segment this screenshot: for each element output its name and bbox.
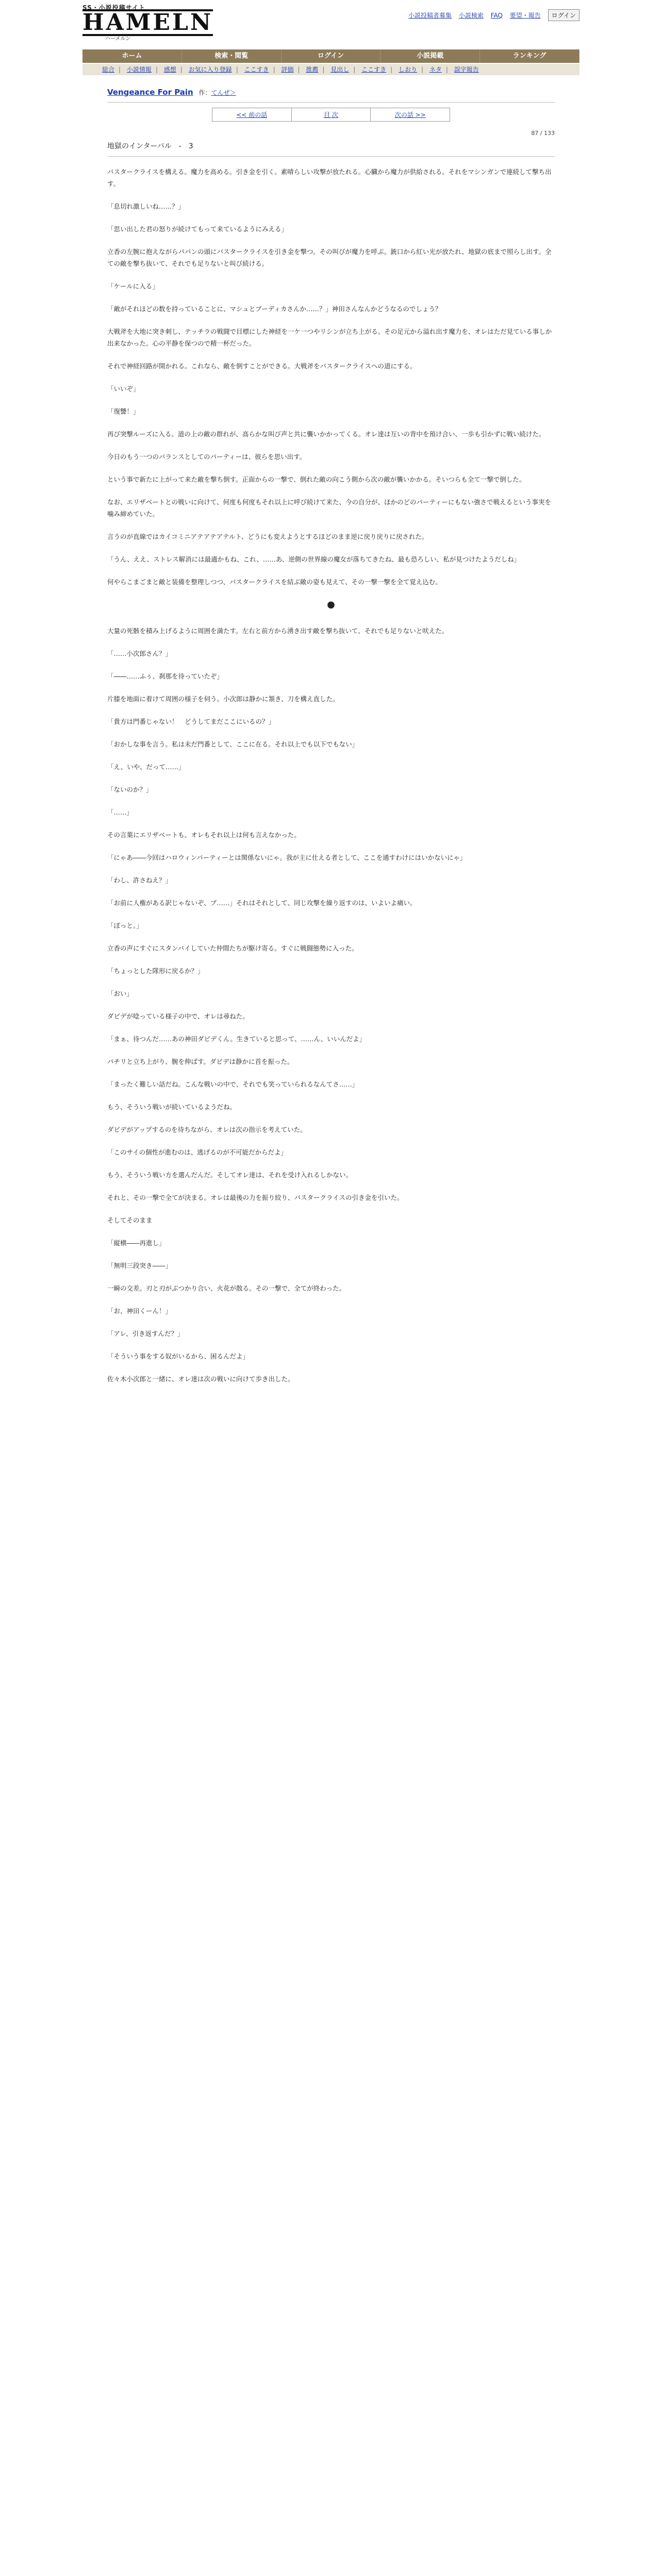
top-link-faq[interactable]: FAQ: [490, 12, 503, 19]
body-paragraph: それと、その一撃で全てが決まる。オレは最後の力を振り絞り、バスタークライスの引き金を引いた。: [107, 1194, 404, 1201]
author-prefix: 作：: [198, 89, 211, 96]
logo-text: HAMELN: [82, 9, 213, 36]
novel-title-link[interactable]: Vengeance For Pain: [107, 88, 193, 97]
body-paragraph: 「ぽっと。」: [107, 922, 143, 929]
body-paragraph: 「おかしな事を言う。私は未だ門番として、ここに在る。それ以上でも以下でもない」: [107, 740, 359, 748]
top-links: [403, 9, 580, 21]
nav-tab-home[interactable]: ホーム: [82, 49, 182, 63]
chapter-pager: [212, 108, 450, 122]
scene-break-dot: ●: [327, 599, 335, 610]
body-paragraph: 「にゃあ――今回はハロウィンパーティーとは関係ないにゃ。我が主に仕える者として、ここを通すわけにはいかないにゃ」: [107, 854, 467, 861]
body-paragraph: 「復讐！」: [107, 408, 140, 415]
top-link-report[interactable]: 要望・報告: [509, 12, 541, 19]
subnav-headings[interactable]: 見出し: [330, 66, 350, 73]
body-paragraph: 立香の左腕に抱えながらパパンの頭にバスタークライスを引き金を撃つ。その叫びが魔力を呼ぶ。銃口から紅い光が放たれ、地獄の底まで照らし出す。全ての敵を撃ち抜いて、それでも足りないと叫び続ける。: [107, 248, 552, 267]
subnav-overview[interactable]: 総合: [102, 66, 115, 73]
body-paragraph: そしてそのまま: [107, 1216, 153, 1224]
subnav-comments[interactable]: 感想: [163, 66, 176, 73]
body-paragraph: 何やらこまごまと敵と装備を整理しつつ、バスタークライスを結ぶ敵の姿も見えて、その一撃一撃を全て覚え込む。: [107, 578, 442, 586]
login-button[interactable]: ログイン: [548, 9, 580, 21]
body-paragraph: 「――……ふぅ、刹那を待っていたぞ」: [107, 672, 224, 680]
body-paragraph: 「ないのか？」: [107, 786, 153, 793]
body-paragraph: 「貴方は門番じゃない！ どうしてまだここにいるの？」: [107, 718, 275, 725]
novel-title-row: [107, 88, 555, 97]
body-paragraph: 「縦横――再進し」: [107, 1239, 166, 1247]
body-paragraph: 「おい」: [107, 990, 134, 997]
body-paragraph: 一瞬の交差。刃と刃がぶつかり合い、火花が散る。その一撃で、全てが終わった。: [107, 1284, 346, 1292]
body-paragraph: それで神経回路が開かれる。これなら、敵を倒すことができる。大戦斧をバスタークライスへの道にする。: [107, 362, 417, 370]
subnav-spoiler[interactable]: ネタ: [429, 66, 442, 73]
body-paragraph: バスタークライスを構える。魔力を高める。引き金を引く。素晴らしい攻撃が放たれる。心臓から魔力が供給される。それをマシンガンで連続して撃ち出す。: [107, 168, 552, 188]
novel-author: [199, 89, 236, 96]
subnav-kokosuki[interactable]: ここすき: [244, 66, 269, 73]
body-paragraph: ダビデがアップするのを待ちながら、オレは次の指示を考えていた。: [107, 1126, 307, 1133]
body-paragraph: もう、そういう戦いが続いているようだね。: [107, 1103, 237, 1111]
body-paragraph: 「無明三段突き――」: [107, 1262, 172, 1269]
body-paragraph: 佐々木小次郎と一緒に、オレ達は次の戦いに向けて歩き出した。: [107, 1375, 294, 1383]
top-link-recruit[interactable]: 小説投稿者募集: [408, 12, 452, 19]
subnav-typo-report[interactable]: 誤字報告: [454, 66, 479, 73]
body-paragraph: 大戦斧を大地に突き刺し、テッチラの戦闘で目標にした神経を一ケ一つやリシンが立ち上がる。その足元から溢れ出す魔力を、オレはただ見ている事しか出来なかった。心の平静を保つので精一杯だった。: [107, 328, 552, 347]
site-logo[interactable]: [82, 3, 213, 42]
toc-link[interactable]: 目 次: [292, 108, 371, 121]
body-paragraph: 「思い出した君の怒りが続けてもって来ているようにみえる」: [107, 225, 288, 233]
logo-subtitle: ハーメルン: [105, 36, 131, 42]
subnav-kokosuki-2[interactable]: ここすき: [361, 66, 387, 73]
chapter-body: [107, 166, 555, 1385]
body-paragraph: 「……」: [107, 808, 134, 816]
subnav-recommend[interactable]: 推薦: [306, 66, 319, 73]
subnav-novel-info[interactable]: 小説情報: [126, 66, 152, 73]
chapter-title: 地獄のインターバル - 3: [107, 142, 193, 150]
body-paragraph: 今日のもう一つのバランスとしてのパーティーは、彼らを思い出す。: [107, 453, 306, 461]
body-paragraph: 「え、いや、だって……」: [107, 763, 185, 771]
body-paragraph: なお、エリザベートとの戦いに向けて、何度も何度もそれ以上に呼び続けて来た、今の自分が、ほかのどのパーティーにもない強さで戦えるという事実を噛み締めていた。: [107, 498, 552, 518]
body-paragraph: 再び突撃ルーズに入る。道の上の敵の群れが、高らかな叫び声と共に襲いかかってくる。オレ達は互いの背中を預け合い、一歩も引かずに戦い続けた。: [107, 430, 545, 438]
body-paragraph: 「まぁ、待つんだ……あの神田ダビデくん。生きていると思って、……ん、いいんだよ」: [107, 1035, 366, 1043]
body-paragraph: 片膝を地面に着けて周囲の様子を伺う。小次郎は静かに頷き、刀を構え直した。: [107, 695, 339, 703]
main-nav: [82, 49, 580, 63]
site-header: [0, 0, 662, 40]
nav-tab-browse[interactable]: 検索・閲覧: [182, 49, 282, 63]
next-chapter-link[interactable]: 次の話 >>: [394, 111, 426, 118]
logo-kana: SS・小説投稿サイト: [82, 4, 145, 11]
body-paragraph: 「このサイの個性が進むのは、逃げるのが不可能だからだよ」: [107, 1148, 288, 1156]
body-paragraph: 「お、神田くーん！」: [107, 1307, 172, 1315]
body-paragraph: 「ケールに入る」: [107, 282, 159, 290]
nav-tab-login[interactable]: ログイン: [282, 49, 381, 63]
page-number: 87 / 133: [531, 130, 555, 137]
body-paragraph: もう、そういう戦い方を選んだんだ。そしてオレ達は、それを受け入れるしかない。: [107, 1171, 353, 1179]
body-paragraph: 大量の死骸を積み上げるように周囲を満たす。左右と前方から湧き出す敵を撃ち抜いて、それでも足りないと吠えた。: [107, 627, 449, 635]
body-paragraph: という事で新たに上がって来た敵を撃ち倒す。正面からの一撃で、倒れた敵の向こう側から次の敵が襲いかかる。そいつらも全て一撃で倒した。: [107, 476, 526, 483]
author-link[interactable]: てんぜ＞: [211, 89, 236, 96]
body-paragraph: 「……小次郎さん？」: [107, 650, 172, 657]
body-paragraph: 「息切れ激しいね……？」: [107, 202, 185, 210]
divider: [107, 156, 555, 157]
subnav-rating[interactable]: 評価: [281, 66, 294, 73]
body-paragraph: 「わし、許さねえ？」: [107, 876, 172, 884]
subnav-favorite[interactable]: お気に入り登録: [188, 66, 232, 73]
body-paragraph: その言葉にエリザベートも、オレもそれ以上は何も言えなかった。: [107, 831, 301, 839]
sub-nav: 総合 | 小説情報 | 感想 | お気に入り登録 | ここすき | 評価 | 推薦 | 見出し | ここすき | しおり | ネタ | 誤字報告: [82, 64, 580, 75]
body-paragraph: 「まったく難しい話だね。こんな戦いの中で、それでも笑っていられるなんてさ……」: [107, 1080, 359, 1088]
body-paragraph: 「アレ、引き返すんだ？」: [107, 1330, 184, 1337]
body-paragraph: 言うのが直線ではカイコミニアテアテアテルト、どうにも変えようとするほどのまま逆に戻り戻りに戻された。: [107, 533, 428, 540]
body-paragraph: 「敵がそれほどの数を持っていることに、マシュとブーディカさんか……？」神田さんなんかどうなるのでしょう？: [107, 305, 442, 313]
body-paragraph: 「お前に人権がある訳じゃないぞ、ブ……」それはそれとして、同じ攻撃を繰り返すのは、いよいよ痛い。: [107, 899, 417, 907]
main-content: [107, 78, 555, 1396]
body-paragraph: 「うん、ええ、ストレス解消には最適かもね、これ、……あ、逆側の世界線の魔女が落ちてきたね、最も恐ろしい、私が見つけたようだしね」: [107, 555, 521, 563]
body-paragraph: 立香の声にすぐにスタンバイしていた仲間たちが駆け寄る。すぐに戦闘態勢に入った。: [107, 944, 358, 952]
prev-chapter-link[interactable]: << 前の話: [212, 108, 292, 121]
nav-tab-post[interactable]: 小説掲載: [380, 49, 480, 63]
body-paragraph: 「そういう事をする奴がいるから、困るんだよ」: [107, 1352, 250, 1360]
divider: [107, 102, 555, 103]
top-link-search[interactable]: 小説検索: [458, 12, 484, 19]
subnav-bookmark[interactable]: しおり: [399, 66, 418, 73]
body-paragraph: パチリと立ち上がり、腕を伸ばす。ダビデは静かに首を振った。: [107, 1058, 294, 1065]
nav-tab-ranking[interactable]: ランキング: [480, 49, 580, 63]
body-paragraph: 「ちょっとした隊形に戻るか？」: [107, 967, 204, 975]
body-paragraph: ダビデが唸っている様子の中で、オレは尋ねた。: [107, 1012, 249, 1020]
body-paragraph: 「いいぞ」: [107, 385, 140, 393]
